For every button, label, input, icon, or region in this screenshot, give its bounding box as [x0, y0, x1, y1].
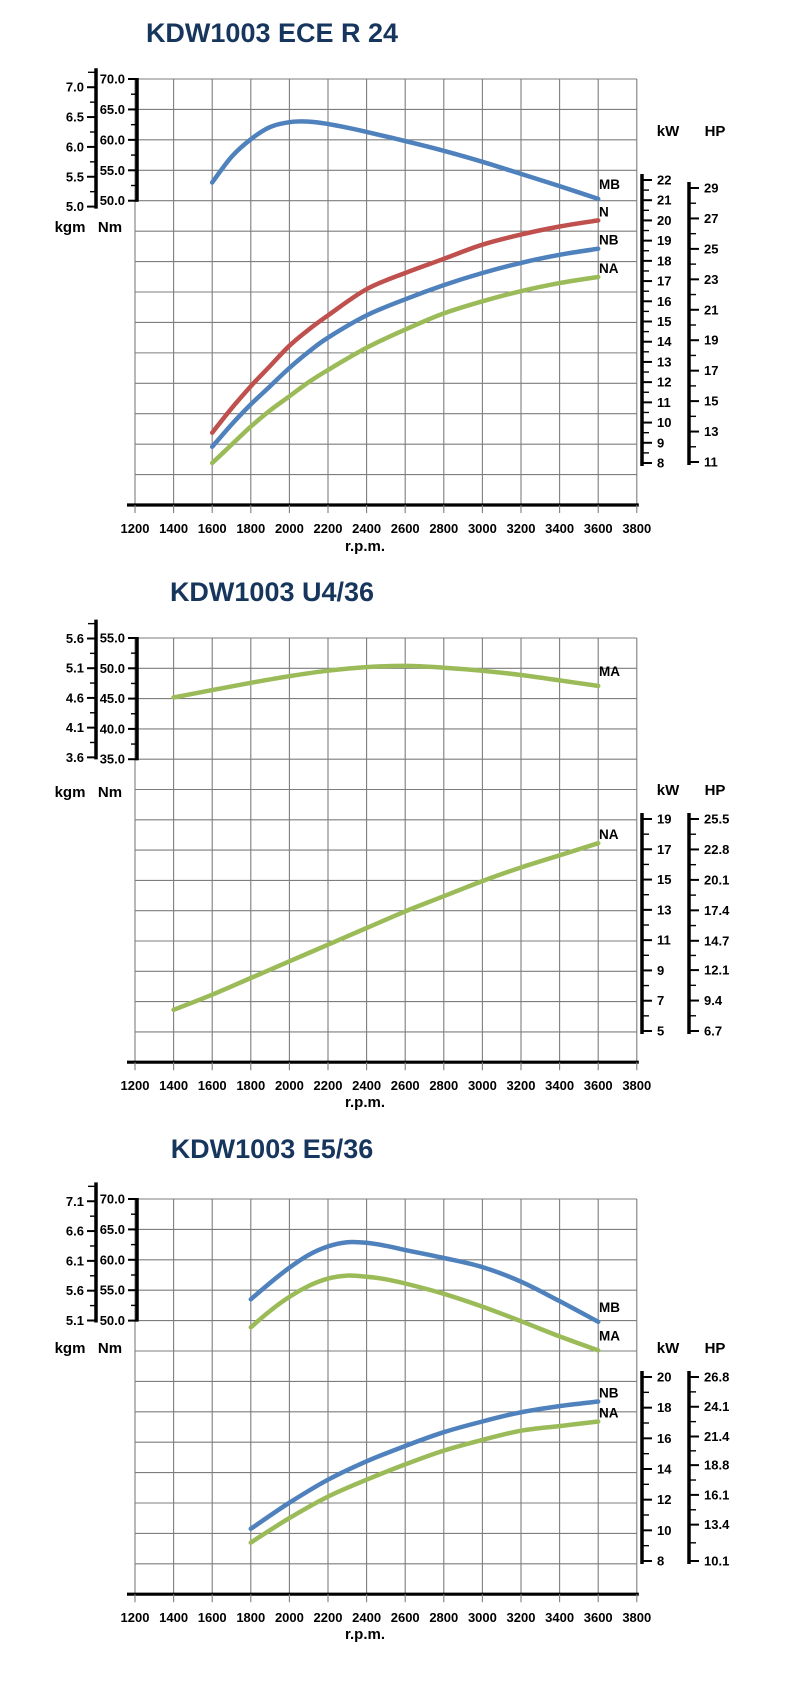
curve-label-NB: NB: [599, 1385, 619, 1401]
kgm-tick-label: 4.6: [65, 690, 84, 706]
nm-unit-header: Nm: [97, 784, 123, 801]
curve-label-MA: MA: [599, 663, 620, 679]
kw-tick-label: 21: [657, 192, 672, 208]
curve-label-NA: NA: [599, 1405, 619, 1421]
hp-tick-label: 21: [704, 302, 719, 318]
kgm-tick-label: 5.1: [65, 1313, 84, 1329]
kw-tick-label: 14: [657, 1461, 672, 1477]
rpm-tick-label: 3200: [506, 1078, 536, 1093]
kw-tick-label: 8: [657, 1553, 665, 1569]
rpm-tick-label: 2800: [429, 521, 459, 536]
grid: [135, 1199, 637, 1594]
rpm-axis-label: r.p.m.: [344, 1626, 386, 1643]
kw-unit-header: kW: [656, 782, 680, 799]
kw-tick-label: 20: [657, 212, 672, 228]
nm-tick-label: 60.0: [99, 132, 125, 148]
curve-label-NA: NA: [599, 827, 619, 843]
kw-tick-label: 16: [657, 1430, 672, 1446]
torque-curve-MA: [174, 666, 599, 698]
nm-tick-label: 70.0: [99, 71, 125, 87]
rpm-tick-label: 1200: [120, 521, 150, 536]
hp-axis: [688, 123, 725, 470]
hp-unit-header: HP: [704, 1340, 726, 1357]
grid: [135, 638, 637, 1062]
kw-tick-label: 18: [657, 253, 672, 269]
rpm-tick-label: 3600: [583, 521, 613, 536]
rpm-tick-label: 1800: [236, 1610, 266, 1625]
kw-tick-label: 5: [657, 1023, 665, 1039]
nm-tick-label: 60.0: [99, 1252, 125, 1268]
power-curve-NA: [174, 843, 599, 1010]
rpm-tick-label: 2600: [390, 1610, 420, 1625]
hp-tick-label: 14.7: [704, 933, 730, 949]
nm-axis: [100, 631, 138, 767]
kw-unit-header: kW: [656, 123, 680, 140]
curve-label-MB: MB: [599, 176, 620, 192]
hp-tick-label: 9.4: [704, 993, 723, 1009]
kgm-tick-label: 6.1: [65, 1253, 84, 1269]
rpm-tick-label: 1400: [159, 1610, 189, 1625]
hp-tick-label: 6.7: [704, 1023, 723, 1039]
hp-axis: [688, 782, 730, 1039]
rpm-tick-label: 2200: [313, 1078, 343, 1093]
rpm-tick-label: 2400: [352, 521, 382, 536]
kgm-tick-label: 5.6: [65, 630, 84, 646]
rpm-tick-label: 3800: [622, 1610, 652, 1625]
nm-tick-label: 65.0: [99, 101, 125, 117]
hp-axis: [688, 1340, 730, 1569]
nm-unit-header: Nm: [97, 1340, 123, 1357]
kgm-tick-label: 5.6: [65, 1283, 84, 1299]
nm-tick-label: 40.0: [99, 721, 125, 737]
kw-tick-label: 19: [657, 233, 672, 249]
hp-unit-header: HP: [704, 782, 726, 799]
kgm-tick-label: 6.6: [65, 1223, 84, 1239]
hp-tick-label: 26.8: [704, 1369, 730, 1385]
hp-tick-label: 16.1: [704, 1487, 730, 1503]
kw-tick-label: 7: [657, 993, 665, 1009]
rpm-tick-label: 3000: [467, 521, 497, 536]
rpm-tick-label: 1600: [197, 1610, 227, 1625]
hp-tick-label: 20.1: [704, 872, 730, 888]
kw-tick-label: 13: [657, 902, 672, 918]
kw-tick-label: 10: [657, 1522, 672, 1538]
chart-title: KDW1003 ECE R 24: [145, 18, 399, 48]
kgm-tick-label: 6.5: [65, 109, 84, 125]
rpm-tick-label: 2400: [352, 1078, 382, 1093]
rpm-axis: [121, 521, 652, 555]
nm-tick-label: 55.0: [99, 162, 125, 178]
kw-axis: [641, 782, 680, 1039]
rpm-tick-label: 2000: [274, 1610, 304, 1625]
rpm-tick-label: 2200: [313, 1610, 343, 1625]
rpm-axis-label: r.p.m.: [344, 1094, 386, 1111]
kgm-tick-label: 4.1: [65, 720, 84, 736]
nm-tick-label: 35.0: [99, 751, 125, 767]
kgm-tick-label: 5.1: [65, 660, 84, 676]
kw-tick-label: 13: [657, 354, 672, 370]
rpm-tick-label: 1600: [197, 521, 227, 536]
hp-tick-label: 17.4: [704, 902, 730, 918]
rpm-tick-label: 1400: [159, 521, 189, 536]
kgm-tick-label: 5.0: [65, 199, 84, 215]
rpm-tick-label: 3800: [622, 521, 652, 536]
hp-tick-label: 18.8: [704, 1457, 730, 1473]
hp-tick-label: 11: [704, 454, 718, 470]
kgm-tick-label: 5.5: [65, 169, 84, 185]
kw-tick-label: 15: [657, 872, 672, 888]
rpm-tick-label: 2600: [390, 521, 420, 536]
kw-unit-header: kW: [656, 1340, 680, 1357]
rpm-tick-label: 1800: [236, 521, 266, 536]
hp-tick-label: 19: [704, 332, 719, 348]
nm-tick-label: 55.0: [99, 1282, 125, 1298]
kgm-unit-header: kgm: [54, 219, 86, 236]
rpm-tick-label: 2200: [313, 521, 343, 536]
curve-label-N: N: [599, 204, 609, 220]
chart-1: [55, 18, 726, 555]
rpm-tick-label: 3000: [467, 1078, 497, 1093]
kw-axis: [641, 123, 680, 471]
kgm-axis: [55, 1182, 123, 1357]
kw-tick-label: 16: [657, 293, 672, 309]
kgm-tick-label: 7.1: [65, 1193, 84, 1209]
nm-tick-label: 50.0: [99, 193, 125, 209]
hp-tick-label: 29: [704, 180, 719, 196]
hp-unit-header: HP: [704, 123, 726, 140]
rpm-axis-label: r.p.m.: [344, 538, 386, 555]
kgm-unit-header: kgm: [54, 1340, 86, 1357]
chart-3: [55, 1134, 730, 1643]
kw-tick-label: 15: [657, 314, 672, 329]
nm-tick-label: 45.0: [99, 691, 125, 707]
curve-label-MB: MB: [599, 1299, 620, 1315]
hp-tick-label: 27: [704, 210, 719, 226]
hp-tick-label: 12.1: [704, 962, 730, 978]
hp-tick-label: 23: [704, 271, 719, 287]
kw-tick-label: 9: [657, 435, 665, 451]
nm-tick-label: 50.0: [99, 1313, 125, 1329]
rpm-tick-label: 3800: [622, 1078, 652, 1093]
rpm-tick-label: 1200: [120, 1078, 150, 1093]
hp-tick-label: 10.1: [704, 1553, 730, 1569]
kw-tick-label: 22: [657, 172, 672, 188]
rpm-tick-label: 3200: [506, 521, 536, 536]
hp-tick-label: 13: [704, 424, 719, 440]
kw-axis: [641, 1340, 680, 1569]
kgm-tick-label: 3.6: [65, 749, 84, 765]
kw-tick-label: 14: [657, 334, 672, 350]
chart-title: KDW1003 U4/36: [169, 577, 375, 607]
rpm-tick-label: 1200: [120, 1610, 150, 1625]
grid: [135, 79, 637, 505]
kw-tick-label: 12: [657, 374, 672, 390]
rpm-tick-label: 3200: [506, 1610, 536, 1625]
hp-tick-label: 17: [704, 363, 719, 379]
kw-tick-label: 8: [657, 455, 665, 471]
kw-tick-label: 11: [657, 932, 671, 948]
kw-tick-label: 9: [657, 962, 665, 978]
kw-tick-label: 18: [657, 1400, 672, 1416]
rpm-tick-label: 1400: [159, 1078, 189, 1093]
nm-tick-label: 50.0: [99, 660, 125, 676]
hp-tick-label: 22.8: [704, 841, 730, 857]
rpm-tick-label: 2600: [390, 1078, 420, 1093]
kw-tick-label: 11: [657, 394, 671, 410]
rpm-tick-label: 2400: [352, 1610, 382, 1625]
rpm-tick-label: 1600: [197, 1078, 227, 1093]
rpm-tick-label: 3600: [583, 1610, 613, 1625]
rpm-axis: [121, 1078, 652, 1111]
hp-tick-label: 25.5: [704, 811, 730, 827]
kw-tick-label: 17: [657, 841, 672, 857]
nm-unit-header: Nm: [97, 219, 123, 236]
kgm-tick-label: 6.0: [65, 139, 84, 155]
kw-tick-label: 17: [657, 273, 672, 289]
rpm-tick-label: 1800: [236, 1078, 266, 1093]
torque-curve-MB: [251, 1242, 598, 1322]
chart-2: [55, 577, 730, 1111]
kw-tick-label: 12: [657, 1492, 672, 1508]
kgm-axis: [55, 620, 123, 801]
curve-label-NA: NA: [599, 261, 619, 277]
rpm-tick-label: 3400: [545, 1078, 575, 1093]
hp-tick-label: 25: [704, 241, 719, 257]
hp-tick-label: 21.4: [704, 1428, 730, 1444]
hp-tick-label: 24.1: [704, 1399, 730, 1415]
nm-tick-label: 55.0: [99, 630, 125, 646]
nm-tick-label: 70.0: [99, 1191, 125, 1207]
hp-tick-label: 13.4: [704, 1517, 730, 1533]
chart-title: KDW1003 E5/36: [170, 1134, 374, 1164]
curve-label-NB: NB: [599, 232, 619, 248]
rpm-axis: [121, 1610, 652, 1643]
rpm-tick-label: 3600: [583, 1078, 613, 1093]
rpm-tick-label: 2000: [274, 1078, 304, 1093]
rpm-tick-label: 2000: [274, 521, 304, 536]
rpm-tick-label: 3400: [545, 521, 575, 536]
nm-axis: [100, 1192, 138, 1329]
kw-tick-label: 10: [657, 415, 672, 431]
rpm-tick-label: 3400: [545, 1610, 575, 1625]
curve-label-MA: MA: [599, 1328, 620, 1344]
kw-tick-label: 19: [657, 811, 672, 827]
kw-tick-label: 20: [657, 1369, 672, 1385]
kgm-axis: [55, 68, 123, 236]
torque-curve-MA: [251, 1276, 598, 1351]
rpm-tick-label: 2800: [429, 1610, 459, 1625]
rpm-tick-label: 2800: [429, 1078, 459, 1093]
hp-tick-label: 15: [704, 393, 719, 409]
nm-axis: [100, 72, 138, 209]
rpm-tick-label: 3000: [467, 1610, 497, 1625]
kgm-unit-header: kgm: [54, 784, 86, 801]
nm-tick-label: 65.0: [99, 1221, 125, 1237]
kgm-tick-label: 7.0: [65, 79, 84, 95]
